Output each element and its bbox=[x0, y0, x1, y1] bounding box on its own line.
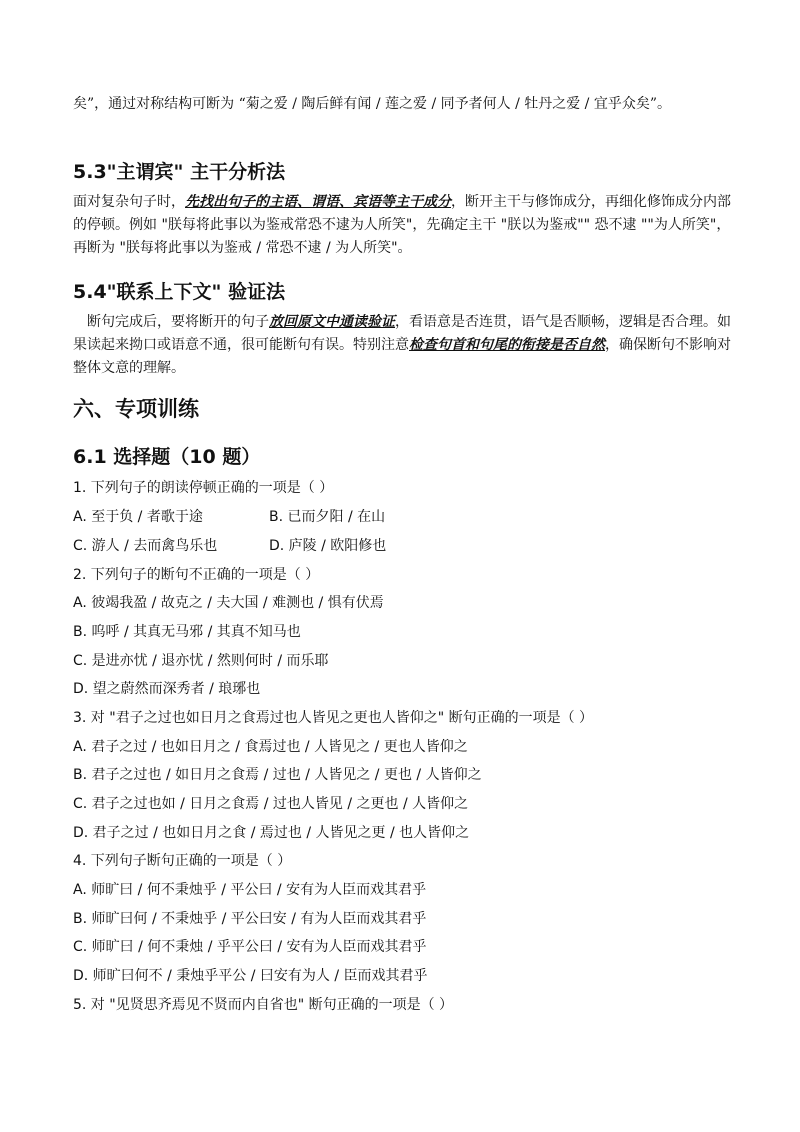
section-5-3-paragraph bbox=[73, 191, 733, 260]
text-run: ，看语意是否连贯，语气是否顺畅，逻辑是否合理。如果读起来拗口或语意不通，很可能断句有误。特别注意 bbox=[73, 314, 731, 353]
emphasis-text: 先找出句子的主语、谓语、宾语等主干成分 bbox=[185, 194, 451, 210]
section-heading-5-4: 5.4"联系上下文" 验证法 bbox=[73, 281, 286, 303]
question-stem: 3. 对 "君子之过也如日月之食焉过也人皆见之更也人皆仰之" 断句正确的一项是（ ） bbox=[73, 710, 594, 726]
section-5-4-paragraph bbox=[73, 311, 733, 380]
option-d: D. 师旷曰何不 / 秉烛乎平公 / 曰安有为人 / 臣而戏其君乎 bbox=[73, 968, 428, 984]
question-stem: 2. 下列句子的断句不正确的一项是（ ） bbox=[73, 567, 320, 583]
option-a: A. 至于负 / 者歌于途 bbox=[73, 509, 203, 525]
text-run: ，确保断句不影响对整体文意的理解。 bbox=[73, 337, 731, 376]
option-c: C. 君子之过也如 / 日月之食焉 / 过也人皆见 / 之更也 / 人皆仰之 bbox=[73, 796, 469, 812]
section-heading-6-1: 6.1 选择题（10 题） bbox=[73, 446, 261, 468]
text-run: 断句完成后，要将断开的句子 bbox=[87, 314, 269, 330]
emphasis-text: 放回原文中通读验证 bbox=[269, 314, 395, 330]
option-a: A. 师旷曰 / 何不秉烛乎 / 平公曰 / 安有为人臣而戏其君乎 bbox=[73, 882, 427, 898]
option-d: D. 望之蔚然而深秀者 / 琅琊也 bbox=[73, 681, 261, 697]
option-d: D. 庐陵 / 欧阳修也 bbox=[269, 538, 387, 554]
option-b: B. 君子之过也 / 如日月之食焉 / 过也 / 人皆见之 / 更也 / 人皆仰之 bbox=[73, 767, 482, 783]
question-stem: 1. 下列句子的朗读停顿正确的一项是（ ） bbox=[73, 480, 334, 496]
option-a: A. 君子之过 / 也如日月之 / 食焉过也 / 人皆见之 / 更也人皆仰之 bbox=[73, 739, 468, 755]
option-c: C. 是进亦忧 / 退亦忧 / 然则何时 / 而乐耶 bbox=[73, 653, 329, 669]
emphasis-text: 检查句首和句尾的衔接是否自然 bbox=[409, 337, 605, 353]
question-stem: 4. 下列句子断句正确的一项是（ ） bbox=[73, 853, 292, 869]
text-run: 面对复杂句子时， bbox=[73, 194, 185, 210]
question-stem: 5. 对 "见贤思齐焉见不贤而内自省也" 断句正确的一项是（ ） bbox=[73, 997, 454, 1013]
option-b: B. 呜呼 / 其真无马邪 / 其真不知马也 bbox=[73, 624, 301, 640]
option-a: A. 彼竭我盈 / 故克之 / 夫大国 / 难测也 / 惧有伏焉 bbox=[73, 595, 384, 611]
option-b: B. 已而夕阳 / 在山 bbox=[269, 509, 386, 525]
option-d: D. 君子之过 / 也如日月之食 / 焉过也 / 人皆见之更 / 也人皆仰之 bbox=[73, 825, 470, 841]
option-c: C. 师旷曰 / 何不秉烛 / 乎平公曰 / 安有为人臣而戏其君乎 bbox=[73, 939, 427, 955]
continued-paragraph: 矣”，通过对称结构可断为 “菊之爱 / 陶后鲜有闻 / 莲之爱 / 同予者何人 / 牡丹之爱 / 宜乎众矣”。 bbox=[73, 96, 672, 112]
section-heading-5-3: 5.3"主谓宾" 主干分析法 bbox=[73, 161, 286, 183]
option-c: C. 游人 / 去而禽鸟乐也 bbox=[73, 538, 218, 554]
option-b: B. 师旷曰何 / 不秉烛乎 / 平公曰安 / 有为人臣而戏其君乎 bbox=[73, 911, 427, 927]
text-run: ，断开主干与修饰成分，再细化修饰成分内部的停顿。例如 "朕每将此事以为鉴戒常恐不逮为人所笑"，先确定主干 "朕以为鉴戒"" 恐不逮 ""为人所笑"，再断为 "朕每将此事以为鉴戒 / 常恐不逮 / 为人所笑"。 bbox=[73, 194, 731, 256]
chapter-heading-6: 六、专项训练 bbox=[73, 397, 199, 421]
